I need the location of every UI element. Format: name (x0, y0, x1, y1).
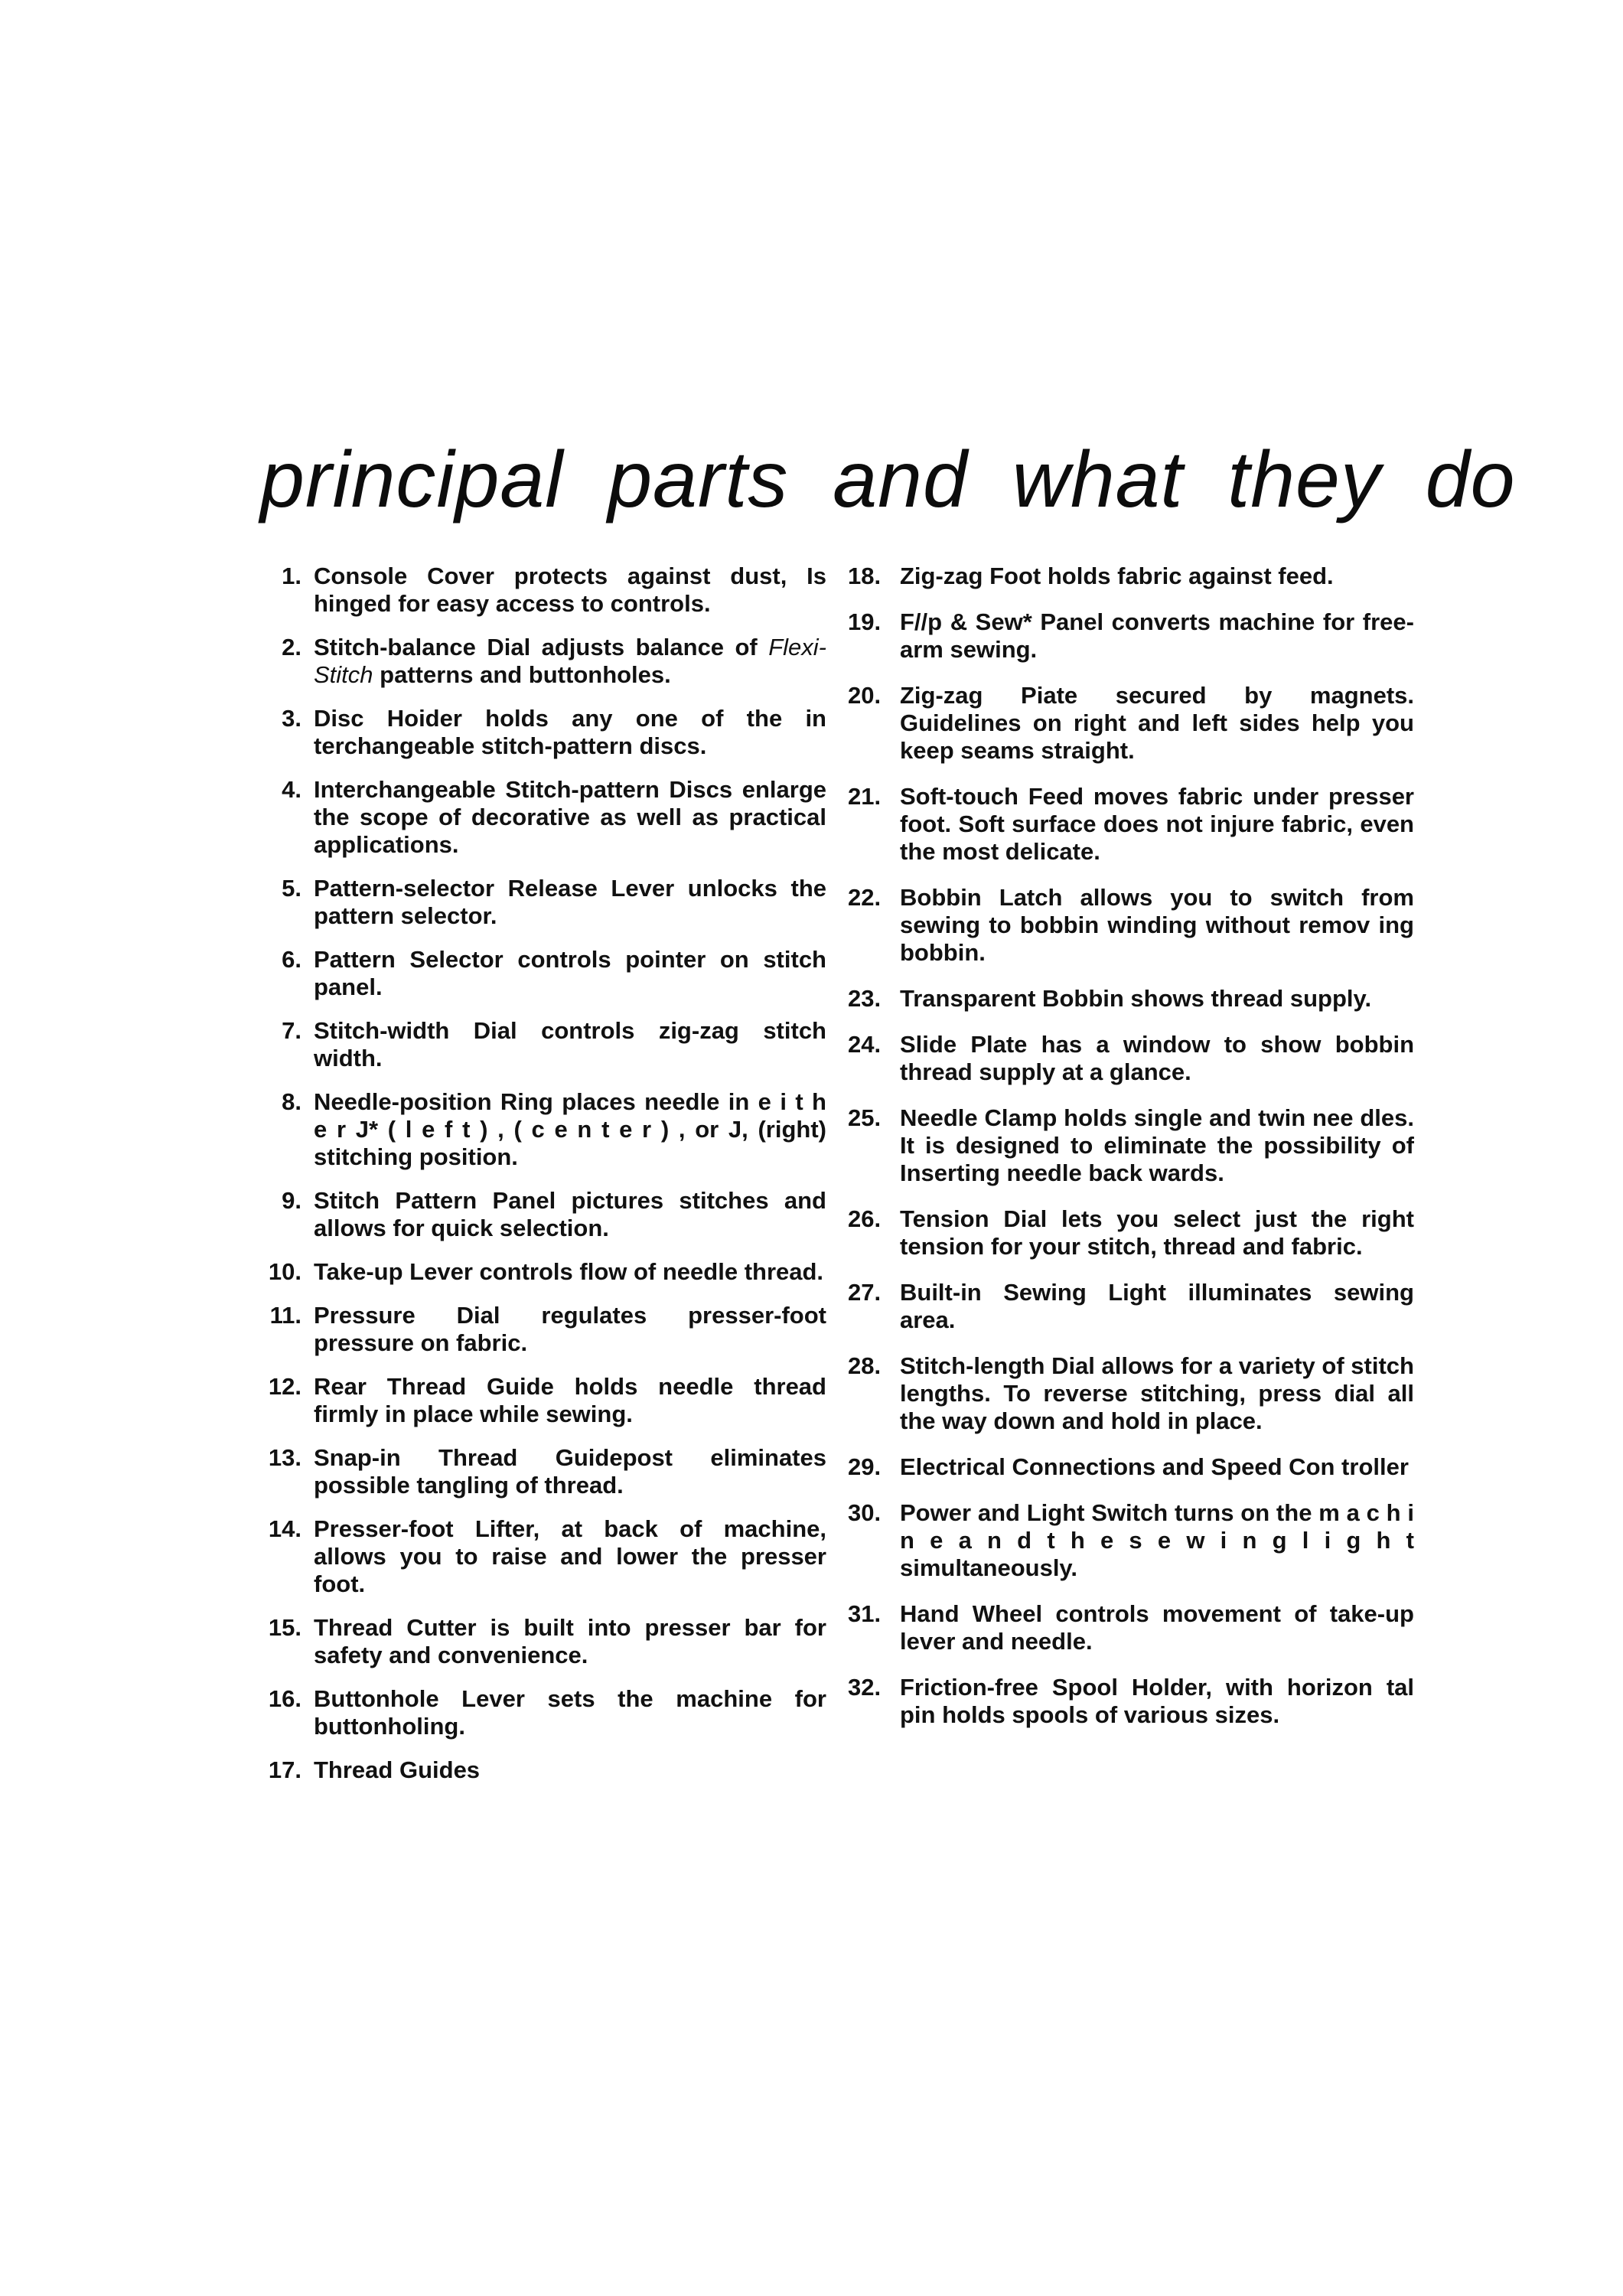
list-item (848, 884, 1414, 967)
list-item (848, 1499, 1414, 1582)
item-text: Friction-free Spool Holder, with horizon tal pin holds spools of various sizes. (900, 1674, 1414, 1728)
item-text: Soft-touch Feed moves fabric under presser foot. Soft surface does not injure fabric, even the most delicate. (900, 783, 1414, 865)
list-item (848, 608, 1414, 664)
item-number: 12. (268, 1373, 301, 1400)
item-text: Power and Light Switch turns on the m a c h i n e a n d t h e s e w i n g l i g h t simultaneously. (900, 1499, 1414, 1581)
item-text: Stitch Pattern Panel pictures stitches and allows for quick selection. (314, 1187, 826, 1241)
item-text: Needle Clamp holds single and twin nee dles. It is designed to eliminate the possibility of Inserting needle back wards. (900, 1104, 1414, 1186)
item-number: 23. (848, 985, 882, 1012)
list-item (260, 1444, 826, 1499)
list-item (848, 1674, 1414, 1729)
item-text: Zig-zag Foot holds fabric against feed. (900, 563, 1334, 589)
item-text: Interchangeable Stitch-pattern Discs enlarge the scope of decorative as well as practical applications. (314, 776, 826, 858)
item-number: 25. (848, 1104, 882, 1131)
list-item (848, 1352, 1414, 1435)
item-text: Tension Dial lets you select just the right tension for your stitch, thread and fabric. (900, 1205, 1414, 1260)
item-number: 32. (848, 1674, 882, 1701)
list-item (260, 1756, 826, 1784)
item-text: Rear Thread Guide holds needle thread firmly in place while sewing. (314, 1373, 826, 1427)
item-text (314, 634, 826, 689)
item-text: Stitch-width Dial controls zig-zag stitch width. (314, 1017, 826, 1071)
item-number: 6. (282, 946, 301, 973)
item-text: Snap-in Thread Guidepost eliminates possible tangling of thread. (314, 1444, 826, 1499)
item-text: Needle-position Ring places needle in e i t h e r J* ( l e f t ) , ( c e n t e r ) , or J, (right) stitching position. (314, 1088, 826, 1170)
item-number: 21. (848, 783, 882, 810)
list-item (260, 946, 826, 1001)
item-number: 24. (848, 1031, 882, 1058)
item-text: Hand Wheel controls movement of take-up lever and needle. (900, 1600, 1414, 1655)
list-item (260, 1685, 826, 1740)
item-number: 16. (268, 1685, 301, 1712)
item-number: 30. (848, 1499, 882, 1526)
parts-list-left (260, 563, 826, 1800)
list-item (260, 1373, 826, 1428)
item-text: Thread Guides (314, 1756, 481, 1783)
list-item (260, 1614, 826, 1669)
item-number: 20. (848, 682, 882, 709)
list-item (848, 682, 1414, 765)
list-item (260, 1258, 826, 1286)
item-text: Slide Plate has a window to show bobbin thread supply at a glance. (900, 1031, 1414, 1085)
list-item (260, 1017, 826, 1072)
item-text: Electrical Connections and Speed Con troller (900, 1453, 1409, 1480)
item-number: 18. (848, 563, 882, 589)
list-item (848, 1600, 1414, 1655)
item-text-italic: Flexi-Stitch (314, 634, 826, 688)
item-number: 15. (268, 1614, 301, 1641)
item-text-part: patterns and buttonholes. (380, 661, 671, 688)
item-text: Buttonhole Lever sets the machine for buttonholing. (314, 1685, 826, 1740)
list-item (848, 1205, 1414, 1261)
list-item (260, 634, 826, 689)
item-number: 4. (282, 776, 301, 803)
item-number: 8. (282, 1088, 301, 1115)
item-number: 2. (282, 634, 301, 660)
list-item (260, 1088, 826, 1171)
item-number: 29. (848, 1453, 882, 1480)
item-text: Zig-zag Piate secured by magnets. Guidelines on right and left sides help you keep seams straight. (900, 682, 1414, 764)
item-number: 5. (282, 875, 301, 902)
item-text: Disc Hoider holds any one of the in terchangeable stitch-pattern discs. (314, 705, 826, 759)
item-number: 28. (848, 1352, 882, 1379)
item-text: Transparent Bobbin shows thread supply. (900, 985, 1372, 1012)
item-text: Built-in Sewing Light illuminates sewing area. (900, 1279, 1414, 1333)
item-number: 27. (848, 1279, 882, 1306)
item-number: 10. (268, 1258, 301, 1285)
list-item (848, 563, 1414, 590)
item-number: 9. (282, 1187, 301, 1214)
list-item (260, 875, 826, 930)
list-item (260, 1515, 826, 1598)
item-text: Take-up Lever controls flow of needle thread. (314, 1258, 824, 1285)
list-item (260, 705, 826, 760)
list-item (848, 1453, 1414, 1481)
item-number: 19. (848, 608, 882, 635)
item-number: 3. (282, 705, 301, 732)
item-number: 7. (282, 1017, 301, 1044)
item-text: F//p & Sew* Panel converts machine for free-arm sewing. (900, 608, 1414, 663)
item-text-part: Stitch-balance Dial adjusts balance of (314, 634, 758, 660)
item-number: 1. (282, 563, 301, 589)
page-title: principal parts and what they do (260, 435, 1516, 524)
item-number: 31. (848, 1600, 882, 1627)
item-text: Presser-foot Lifter, at back of machine, allows you to raise and lower the presser foot. (314, 1515, 826, 1597)
item-number: 26. (848, 1205, 882, 1232)
item-text: Pattern-selector Release Lever unlocks the pattern selector. (314, 875, 826, 929)
item-number: 11. (269, 1302, 301, 1329)
item-text: Pressure Dial regulates presser-foot pressure on fabric. (314, 1302, 826, 1356)
item-number: 22. (848, 884, 882, 911)
item-text: Bobbin Latch allows you to switch from sewing to bobbin winding without remov ing bobbin. (900, 884, 1414, 966)
list-item (260, 1302, 826, 1357)
list-item (260, 563, 826, 618)
item-text: Pattern Selector controls pointer on stitch panel. (314, 946, 826, 1000)
parts-list-right (848, 563, 1414, 1747)
list-item (848, 1104, 1414, 1187)
item-text: Console Cover protects against dust, Is hinged for easy access to controls. (314, 563, 826, 617)
item-number: 17. (268, 1756, 301, 1783)
list-item (260, 776, 826, 859)
item-text: Thread Cutter is built into presser bar for safety and convenience. (314, 1614, 826, 1668)
list-item (848, 1031, 1414, 1086)
item-number: 13. (268, 1444, 301, 1471)
list-item (848, 783, 1414, 866)
list-item (848, 985, 1414, 1013)
item-text: Stitch-length Dial allows for a variety of stitch lengths. To reverse stitching, press dial all the way down and hold in place. (900, 1352, 1414, 1434)
list-item (848, 1279, 1414, 1334)
list-item (260, 1187, 826, 1242)
item-number: 14. (268, 1515, 301, 1542)
